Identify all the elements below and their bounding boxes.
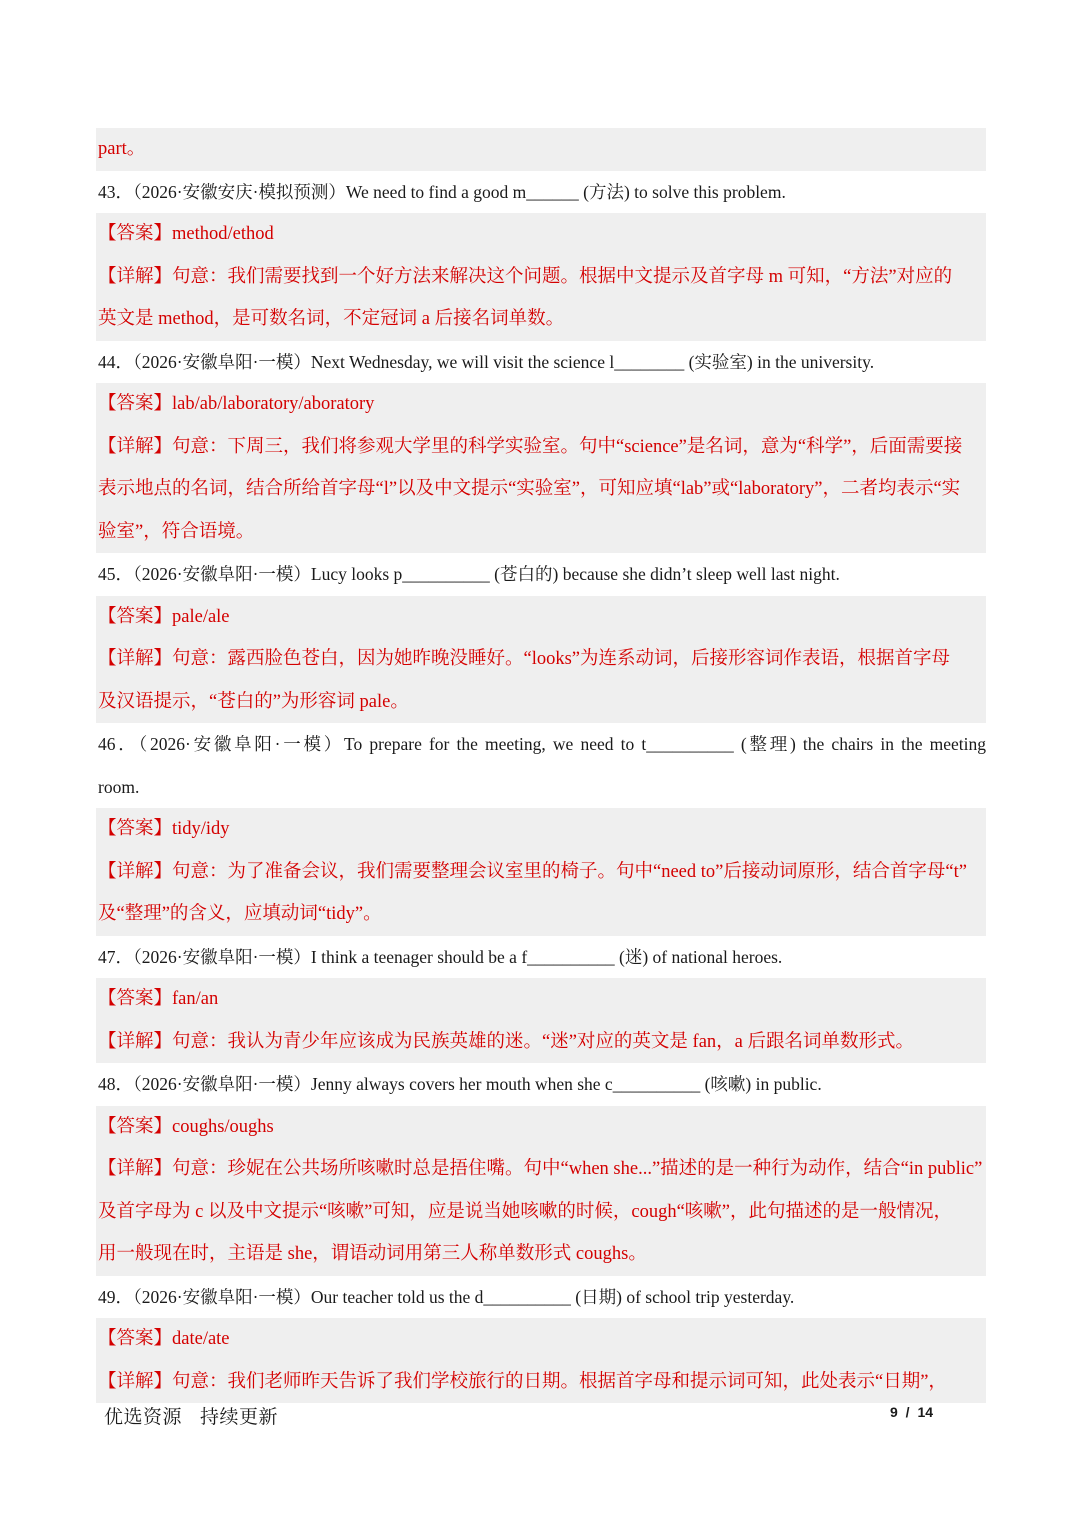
explanation-48-line-2: 及首字母为 c 以及中文提示“咳嗽”可知，应是说当她咳嗽的时候，cough“咳嗽”，此句描述的是一般情况， (96, 1191, 986, 1234)
explanation-49-line-1: 【详解】句意：我们老师昨天告诉了我们学校旅行的日期。根据首字母和提示词可知，此处表示“日期”， (96, 1361, 986, 1404)
answer-45: 【答案】pale/ale (96, 596, 986, 639)
answer-line: part。 (96, 128, 986, 171)
footer-slogan-part-2: 持续更新 (200, 1406, 279, 1428)
document-body (96, 128, 986, 1403)
question-46-line-1: 46．（2026·安徽阜阳·一模）To prepare for the meeting, we need to t__________ (整理) the chairs in the meeting (98, 734, 986, 754)
explanation-45-line-1: 【详解】句意：露西脸色苍白，因为她昨晚没睡好。“looks”为连系动词，后接形容词作表语，根据首字母 (96, 638, 986, 681)
explanation-44-line-1: 【详解】句意：下周三，我们将参观大学里的科学实验室。句中“science”是名词，意为“科学”，后面需要接 (96, 426, 986, 469)
explanation-48-line-3: 用一般现在时，主语是 she，谓语动词用第三人称单数形式 coughs。 (96, 1233, 986, 1276)
explanation-46-line-1: 【详解】句意：为了准备会议，我们需要整理会议室里的椅子。句中“need to”后接动词原形，结合首字母“t” (96, 851, 986, 894)
answer-47: 【答案】fan/an (96, 978, 986, 1021)
answer-46: 【答案】tidy/idy (96, 808, 986, 851)
explanation-48-line-1: 【详解】句意：珍妮在公共场所咳嗽时总是捂住嘴。句中“when she...”描述的是一种行为动作，结合“in public” (96, 1148, 986, 1191)
answer-48: 【答案】coughs/oughs (96, 1106, 986, 1149)
explanation-43-line-2: 英文是 method，是可数名词，不定冠词 a 后接名词单数。 (96, 298, 986, 341)
answer-44: 【答案】lab/ab/laboratory/aboratory (96, 383, 986, 426)
question-49: 49．（2026·安徽阜阳·一模）Our teacher told us the d__________ (日期) of school trip yesterday. (98, 1286, 795, 1307)
question-47: 47．（2026·安徽阜阳·一模）I think a teenager should be a f__________ (迷) of national heroes. (98, 946, 783, 967)
explanation-45-line-2: 及汉语提示，“苍白的”为形容词 pale。 (96, 681, 986, 724)
page-number: 9 / 14 (890, 1404, 934, 1420)
question-48: 48．（2026·安徽阜阳·一模）Jenny always covers her mouth when she c__________ (咳嗽) in public. (98, 1074, 822, 1094)
explanation-44-line-2: 表示地点的名词，结合所给首字母“l”以及中文提示“实验室”，可知应填“lab”或“laboratory”，二者均表示“实 (96, 468, 986, 511)
explanation-47-line-1: 【详解】句意：我认为青少年应该成为民族英雄的迷。“迷”对应的英文是 fan，a 后跟名词单数形式。 (96, 1021, 986, 1064)
question-44: 44．（2026·安徽阜阳·一模）Next Wednesday, we will visit the science l________ (实验室) in the university. (98, 351, 875, 372)
question-45: 45．（2026·安徽阜阳·一模）Lucy looks p__________ (苍白的) because she didn’t sleep well last night. (98, 564, 840, 584)
question-43: 43．（2026·安徽安庆·模拟预测）We need to find a good m______ (方法) to solve this problem. (98, 181, 786, 202)
answer-49: 【答案】date/ate (96, 1318, 986, 1361)
footer-slogan (104, 1402, 296, 1429)
footer-slogan-part-1: 优选资源 (104, 1406, 183, 1428)
answer-43: 【答案】method/ethod (96, 213, 986, 256)
question-46-line-2: room. (98, 776, 140, 797)
explanation-43-line-1: 【详解】句意：我们需要找到一个好方法来解决这个问题。根据中文提示及首字母 m 可知，“方法”对应的 (96, 256, 986, 299)
explanation-44-line-3: 验室”，符合语境。 (96, 511, 986, 554)
explanation-46-line-2: 及“整理”的含义，应填动词“tidy”。 (96, 893, 986, 936)
